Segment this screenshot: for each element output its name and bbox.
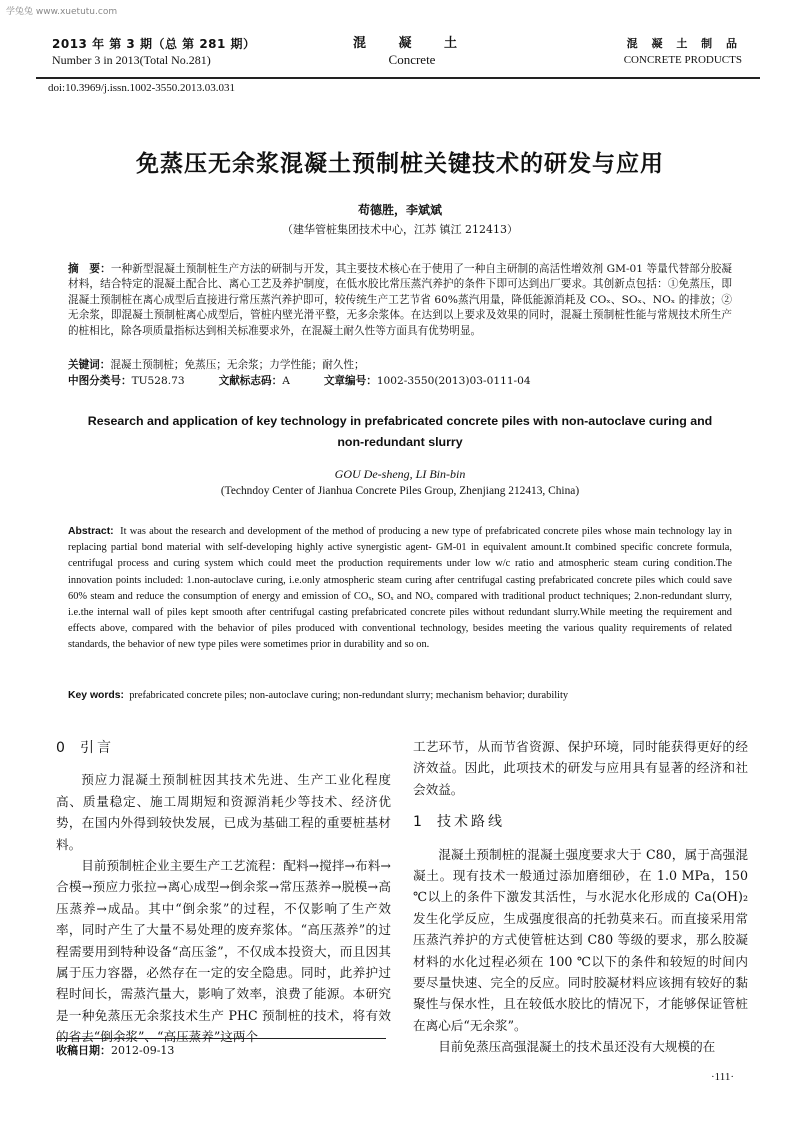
authors-en: GOU De-sheng, LI Bin-bin (334, 467, 466, 481)
section-0-number: 0 (56, 740, 65, 756)
received-label: 收稿日期： (56, 1044, 111, 1057)
authors-cn: 苟德胜，李斌斌 (357, 203, 442, 217)
watermark: 学兔兔 www.xuetutu.com (6, 7, 118, 17)
keywords-en-label: Key words: (68, 690, 125, 701)
section-0-heading (56, 738, 391, 759)
header-rule (36, 77, 760, 79)
affiliation-cn: （建华管桩集团技术中心，江苏 镇江 212413） (282, 223, 518, 236)
section-cn: 混 凝 土 制 品 (626, 37, 742, 50)
abstract-en-label: Abstract: (68, 526, 114, 537)
issue-en: Number 3 in 2013(Total No.281) (52, 53, 211, 67)
intro-paragraph-2-continued: 工艺环节，从而节省资源、保护环境，同时能获得更好的经济效益。因此，此项技术的研发与应用具有显著的经济和社会效益。 (413, 739, 748, 797)
keywords-cn (68, 357, 732, 373)
section-en: CONCRETE PRODUCTS (623, 54, 742, 66)
section-0-title: 引言 (80, 740, 114, 756)
abstract-cn-text: 一种新型混凝土预制桩生产方法的研制与开发，其主要技术核心在于使用了一种自主研制的高活性增效剂 GM-01 等量代替部分胶凝材料，结合特定的混凝土配合比、离心工艺及养护制度，在低水胶比常压蒸汽养护的条件下即可达到出厂要求。其创新点包括：①免蒸压，即混凝土预制桩在离心成型后直接进行常压蒸汽养护即可，较传统生产工艺节省 60%蒸汽用量，降低能源消耗及 COₓ、SOₓ、NOₓ 的排放；②无余浆，即混凝土预制桩离心成型后，管桩内壁光滑平整，无多余浆体。在达到以上要求及效果的同时，混凝土预制桩性能与常规技术所生产的桩相比，除各项质量指标达到相关标准要求外，在混凝土耐久性等方面具有优势明显。 (68, 263, 732, 337)
received-value: 2012-09-13 (111, 1044, 175, 1057)
intro-paragraph-2: 目前预制桩企业主要生产工艺流程：配料→搅拌→布料→合模→预应力张拉→离心成型→倒余浆→常压蒸养→脱模→高压蒸养→成品。其中“倒余浆”的过程，不仅影响了生产效率，同时产生了大量不易处理的废弃浆体。“高压蒸养”的过程需要用到特种设备“高压釜”，不仅成本投资大，而且因其属于压力容器，必然存在一定的安全隐患。同时，此养护过程时间长，需蒸汽量大，影响了效率，浪费了能源。本研究是一种免蒸压无余浆技术生产 PHC 预制桩的技术，将有效的省去“倒余浆”、“高压蒸养”这两个 (56, 858, 391, 1045)
column-right (413, 736, 748, 1058)
journal-cn: 混 凝 土 (352, 36, 472, 51)
abstract-en-text: It was about the research and development of the method of producing a new type of prefabricated concrete piles whose main technology lay in replacing partial bond material with self-developing highly active synergistic agent- GM-01 in equivalent amount.It combined specific concrete formula, centrifugal process and curing system which could meet the production requirements under low w/c ratio and atmospheric steam curing condition.The innovation points included: 1.non-autoclave curing, i.e.only atmospheric steam curing after centrifugal casting prefabricated concrete piles which could save 60% steam and reduce the consumption of energy and emission of COₓ, SOₓ and NOₓ compared with traditional product techniques; 2.non-redundant slurry, i.e.the internal wall of piles kept smooth after centrifugal casting prefabricated concrete piles without redundant slurry.While meeting the requirement and effects above, compared with the behavior of piles produced with conventional technology, besides meeting the various quality requirements of related standards, the behavior of new type piles were sometimes prior in durability and so on. (68, 526, 732, 651)
section-1-number: 1 (413, 814, 422, 831)
intro-paragraph-1: 预应力混凝土预制桩因其技术先进、生产工业化程度高、质量稳定、施工周期短和资源消耗少等技术、经济优势，在国内外得到较快发展，已成为基础工程的重要桩基材料。 (56, 772, 391, 852)
affiliation-en: (Techndoy Center of Jianhua Concrete Piles Group, Zhenjiang 212413, China) (220, 485, 580, 497)
article-number-label: 文章编号： (323, 375, 377, 387)
doc-code-value: A (282, 375, 290, 387)
route-paragraph-1: 混凝土预制桩的混凝土强度要求大于 C80，属于高强混凝土。现有技术一般通过添加磨细砂，在 1.0 MPa，150 ℃以上的条件下激发其活性，与水泥水化形成的 Ca(OH)₂ 发生化学反应，生成强度很高的托勃莫来石。而直接采用常压蒸汽养护的方式使管桩达到 C80 等级的要求，那么胶凝材料的水化过程必须在 100 ℃以下的条件和较短的时间内要尽量快速、完全的反应。同时胶凝材料应该拥有较好的黏聚性与保水性，且在较低水胶比的情况下，才能够保证管桩在离心后“无余浆”。 (413, 846, 748, 1033)
abstract-cn (68, 262, 732, 339)
paper-title-en: Research and application of key technology in prefabricated concrete piles with non-autoclave curing and non-redundant slurry (87, 414, 713, 449)
journal-header (52, 36, 742, 76)
keywords-cn-label: 关键词： (68, 359, 111, 371)
doc-code-label: 文献标志码： (218, 375, 283, 387)
keywords-en (68, 688, 732, 704)
journal-name (342, 36, 482, 68)
section-1-title: 技术路线 (437, 814, 505, 831)
section-1-heading (413, 812, 748, 833)
route-paragraph-2: 目前免蒸压高强混凝土的技术虽还没有大规模的在 (438, 1039, 716, 1055)
keywords-cn-text: 混凝土预制桩；免蒸压；无余浆；力学性能；耐久性； (110, 359, 365, 371)
clc-value: TU528.73 (131, 375, 185, 387)
article-number-value: 1002-3550(2013)03-0111-04 (376, 375, 531, 387)
abstract-en (68, 524, 732, 654)
paper-title-cn: 免蒸压无余浆混凝土预制桩关键技术的研发与应用 (136, 151, 664, 177)
page-number: ·111· (710, 1071, 734, 1083)
classification-line (68, 373, 732, 389)
clc-label: 中图分类号： (68, 375, 132, 387)
section-info (624, 36, 742, 68)
issue-cn: 2013 年 第 3 期（总 第 281 期） (52, 37, 256, 51)
keywords-en-text: prefabricated concrete piles; non-autoclave curing; non-redundant slurry; mechanism behavior; durability (129, 690, 569, 701)
column-left (56, 736, 391, 1048)
issue-info (52, 36, 256, 68)
doi[interactable]: doi:10.3969/j.issn.1002-3550.2013.03.031 (48, 82, 236, 94)
received-date (56, 1038, 386, 1058)
abstract-cn-label: 摘 要： (68, 263, 111, 275)
journal-en: Concrete (388, 52, 436, 67)
